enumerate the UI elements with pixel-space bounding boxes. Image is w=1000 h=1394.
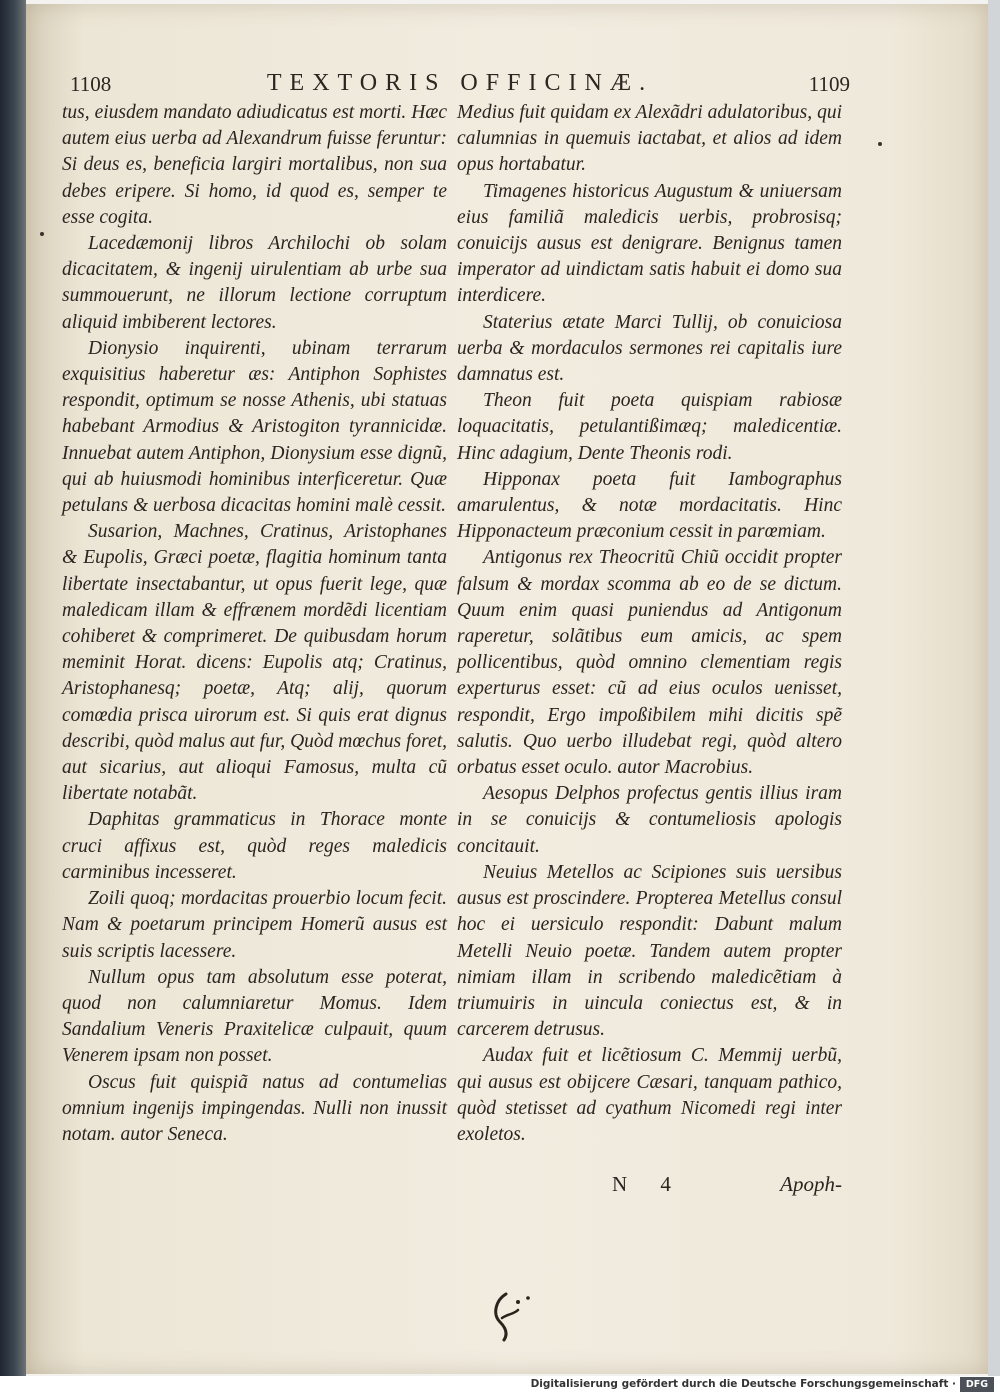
scan-right-border xyxy=(988,0,1000,1376)
ink-speck xyxy=(40,232,44,236)
handwritten-mark-icon xyxy=(478,1284,538,1344)
ink-speck xyxy=(878,142,882,146)
paragraph: Medius fuit quidam ex Alexãdri adulatoribus, qui calumnias in quemuis iactabat, et alios ad idem opus hortabatur. xyxy=(457,102,842,176)
catchword: Apoph- xyxy=(780,1172,842,1196)
page-footer-line xyxy=(612,1172,842,1202)
left-text-column xyxy=(62,100,447,1148)
paragraph: Staterius ætate Marci Tullij, ob conuiciosa uerba & mordaculos sermones rei capitalis iure damnatus est. xyxy=(457,311,842,386)
paragraph: Aesopus Delphos profectus gentis illius iram in se conuicijs & contumeliosis apologis concitauit. xyxy=(457,783,842,857)
paragraph: Hipponax poeta fuit Iambographus amarulentus, & notæ mordacitatis. Hinc Hipponacteum præconium cessit in parœmiam. xyxy=(457,468,842,543)
signature-mark: N 4 xyxy=(612,1172,685,1196)
paragraph: Timagenes historicus Augustum & uniuersam eius familiã maledicis uerbis, probrosisq; conuicijs ausus est denigrare. Benignus tamen imperator ad uindictam satis habuit ei domo sua interdicere. xyxy=(457,180,842,307)
running-title: TEXTORIS OFFICINÆ. xyxy=(266,70,654,96)
paragraph: Oscus fuit quispiã natus ad contumelias omnium ingenijs impingendas. Nulli non inussit notam. autor Seneca. xyxy=(62,1071,447,1145)
running-head xyxy=(70,70,850,104)
paragraph: Susarion, Machnes, Cratinus, Aristophanes & Eupolis, Græci poetæ, flagitia hominum tanta libertate insectabantur, ut opus fuerit lege, quæ maledicam illam & effrænem mordẽdi licentiam cohiberet & comprimeret. De quibusdam horum meminit Horat. dicens: Eupolis atq; Cratinus, Aristophanesq; poetæ, Atq; alij, quorum comœdia prisca uirorum est. Si quis erat dignus describi, quòd malus aut fur, Quòd mœchus foret, aut sicarius, aut alioqui Famosus, multa cũ libertate notabãt. xyxy=(62,521,447,805)
paragraph: Nullum opus tam absolutum esse poterat, quod non calumniaretur Momus. Idem Sandalium Veneris Praxitelicæ culpauit, quum Venerem ipsam non posset. xyxy=(62,966,447,1067)
paragraph: Neuius Metellos ac Scipiones suis uersibus ausus est proscindere. Propterea Metellus consul hoc ei uersiculo respondit: Dabunt malum Metelli Neuio poetæ. Tandem autem propter nimiam illam in scribendo maledicẽtiam à triumuiris in uincula coniectus est, & in carcerem detrusus. xyxy=(457,861,842,1041)
paragraph: Lacedæmonij libros Archilochi ob solam dicacitatem, & ingenij uirulentiam ab urbe sua summouerunt, ne illorum lectione corruptum aliquid imbiberent lectores. xyxy=(62,233,447,333)
page-number-left: 1108 xyxy=(70,72,112,96)
paragraph: Dionysio inquirenti, ubinam terrarum exquisitius haberetur æs: Antiphon Sophistes respondit, optimum se nosse Athenis, ubi statuas habebant Armodius & Aristogiton tyrannicidæ. Innuebat autem Antiphon, Dionysium esse dignũ, qui ab huiusmodi hominibus interficeretur. Quæ petulans & uerbosa dicacitas homini malè cessit. xyxy=(62,337,447,517)
page-number-right: 1109 xyxy=(808,72,850,96)
paragraph: tus, eiusdem mandato adiudicatus est morti. Hæc autem eius uerba ad Alexandrum fuisse feruntur: Si deus es, beneficia largiri mortalibus, non sua debes eripere. Si homo, id quod es, semper te esse cogita. xyxy=(62,102,447,228)
paragraph: Daphitas grammaticus in Thorace monte cruci affixus est, quòd reges maledicis carminibus incesseret. xyxy=(62,809,447,883)
right-text-column xyxy=(457,100,842,1148)
paragraph: Audax fuit et licẽtiosum C. Memmij uerbũ, qui ausus est obijcere Cæsari, tanquam pathico, quòd stetisset ad cyathum Nicomedi regi inter exoletos. xyxy=(457,1045,842,1145)
funding-notice: Digitalisierung gefördert durch die Deutsche Forschungsgemeinschaft · xyxy=(530,1378,956,1390)
scan-left-border xyxy=(0,0,26,1376)
paragraph: Antigonus rex Theocritũ Chiũ occidit propter falsum & mordax scomma ab eo de se dictum. Quum enim quasi puniendus ad Antigonum raperetur, solãtibus eum amicis, ac spem pollicentibus, quòd omnino clementiam regis experturus esset: cũ ad eius oculos uenisset, respondit, Ergo impoßibilem mihi dicitis spẽ salutis. Quo uerbo illudebat regi, quòd altero orbatus esset oculo. autor Macrobius. xyxy=(457,547,842,779)
dfg-logo: DFG xyxy=(960,1377,994,1392)
paragraph: Theon fuit poeta quispiam rabiosæ loquacitatis, petulantißimæq; maledicentiæ. Hinc adagium, Dente Theonis rodi. xyxy=(457,390,842,464)
paragraph: Zoili quoq; mordacitas prouerbio locum fecit. Nam & poetarum principem Homerũ ausus est suis scriptis lacessere. xyxy=(62,888,447,962)
